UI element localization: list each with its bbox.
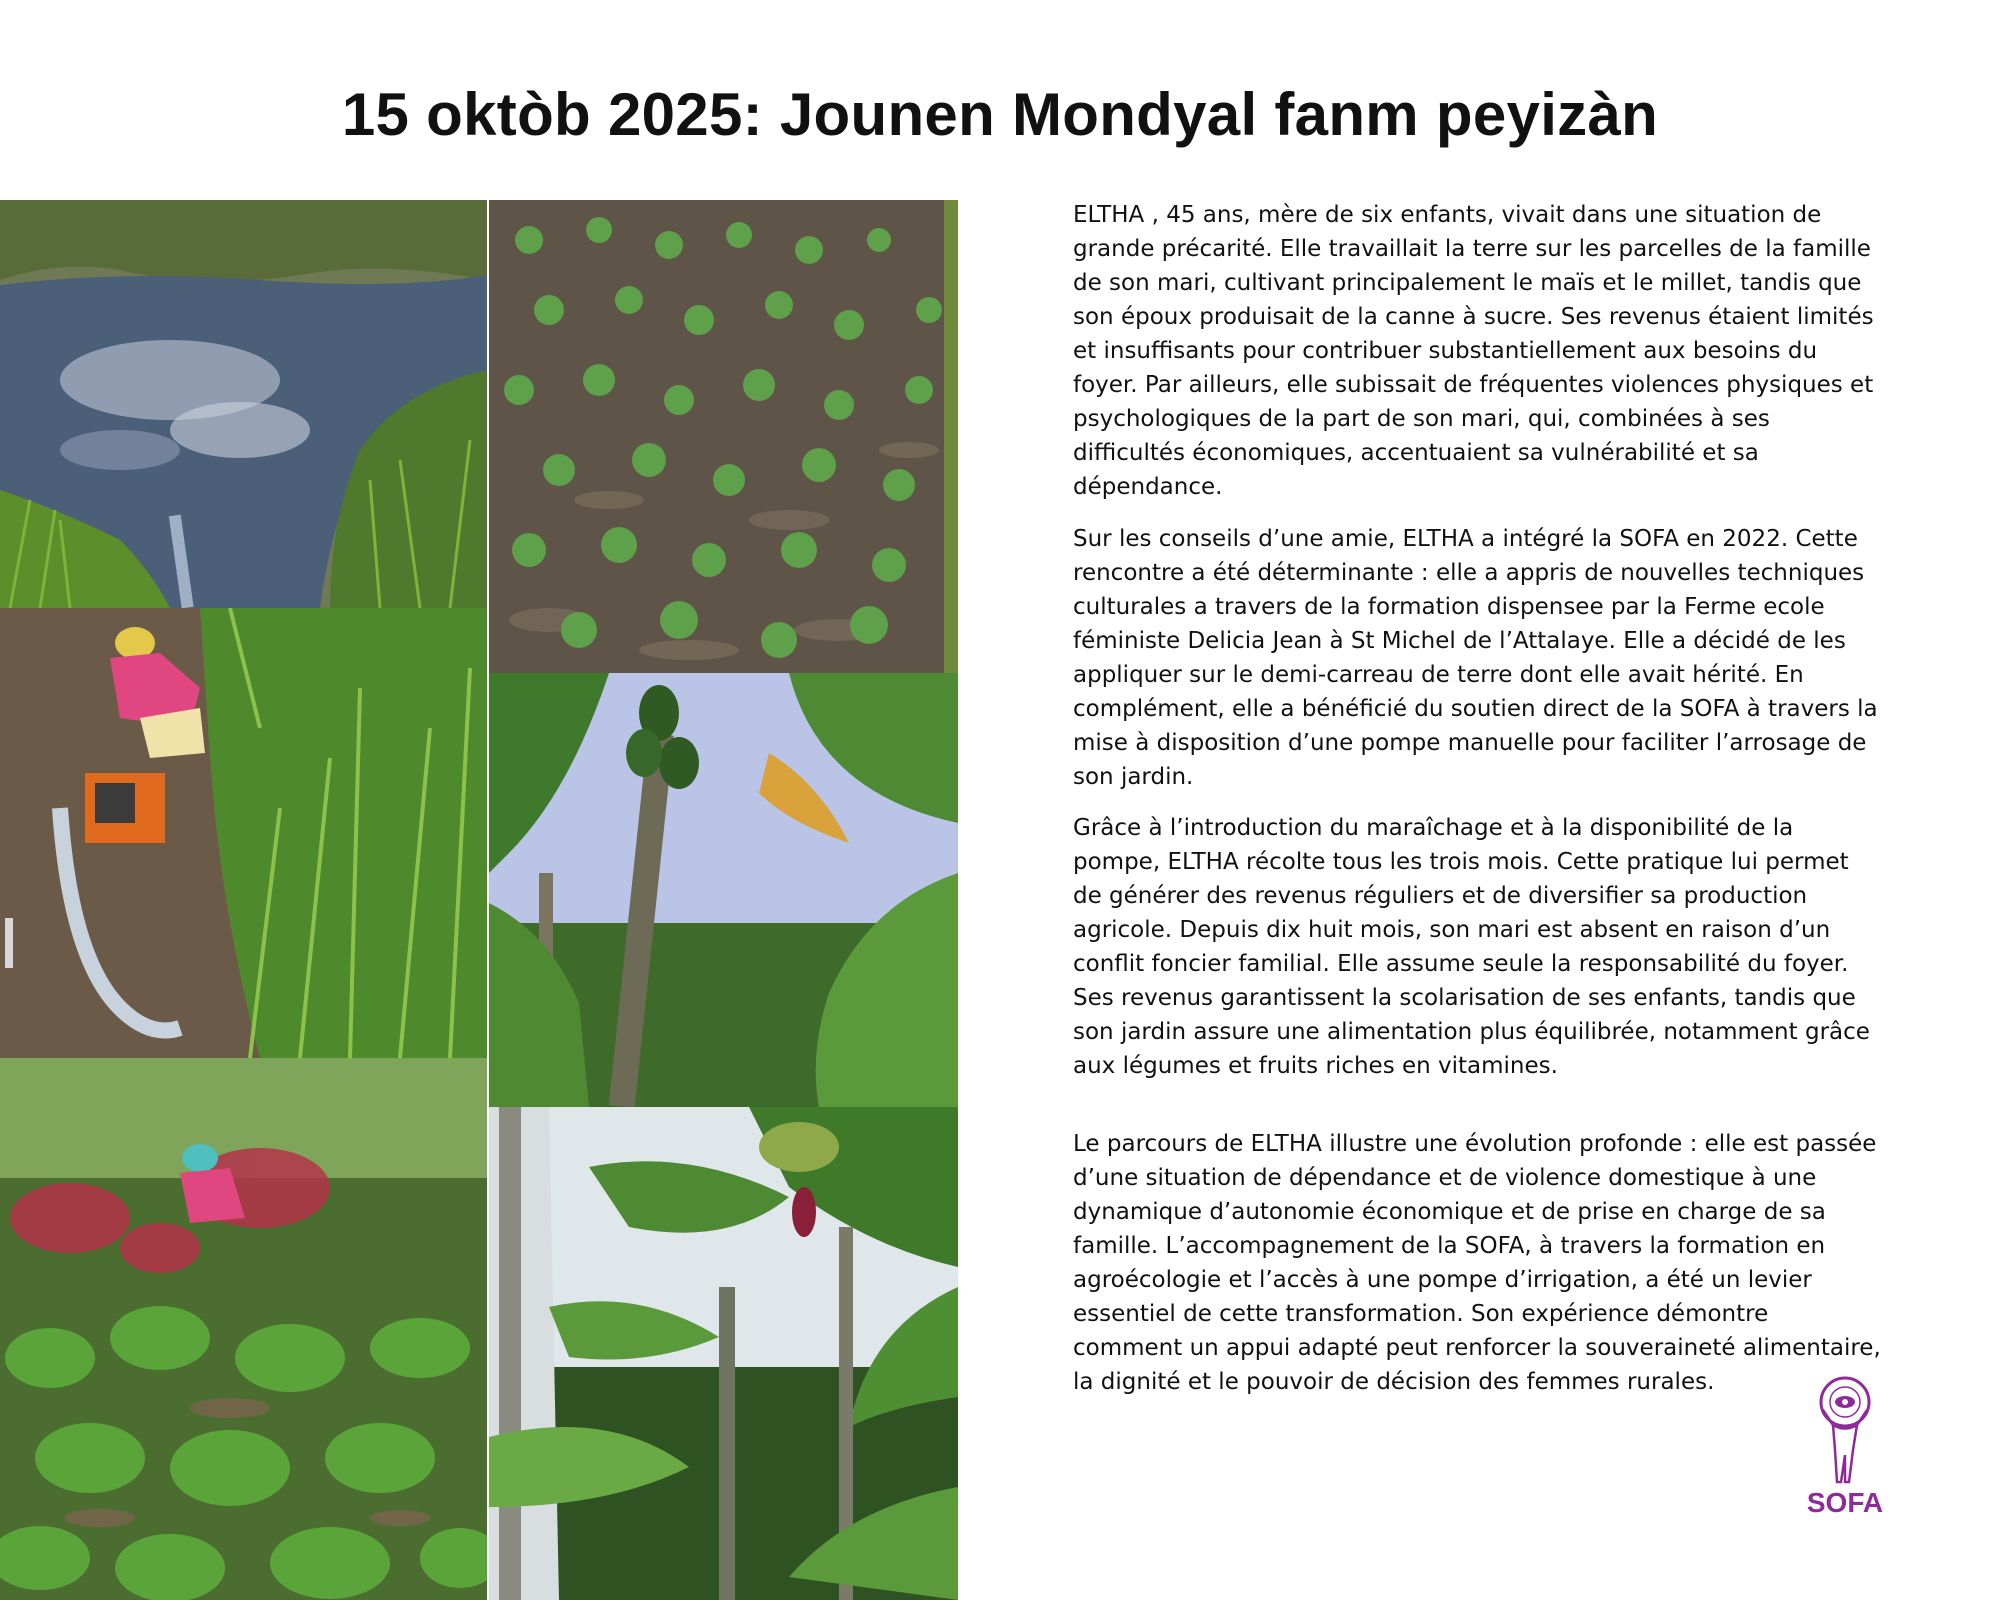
sofa-logo <box>1805 1370 1885 1530</box>
seedlings-field-photo <box>489 200 958 673</box>
page-title: 15 oktòb 2025: Jounen Mondyal fanm peyizàn <box>341 81 1659 148</box>
woman-water-pump-photo <box>0 608 487 1058</box>
paragraph-background: ELTHA , 45 ans, mère de six enfants, vivait dans une situation de grande précarité. Elle travaillait la terre sur les parcelles de la famille de son mari, cultivant principalement le maïs et le millet, tandis que son époux produisait de la canne à sucre. Ses revenus étaient limités et insuffisants pour contribuer substantiellement aux besoins du foyer. Par ailleurs, elle subissait de fréquentes violences physiques et psychologiques de la part de son mari, qui, combinées à ses difficultés économiques, accentuaient sa vulnérabilité et sa dépendance. <box>1073 202 1874 500</box>
woman-in-garden-photo <box>0 1058 487 1600</box>
paragraph-conclusion: Le parcours de ELTHA illustre une évolution profonde : elle est passée d’une situation de dépendance et de violence domestique à une dynamique d’autonomie économique et de prise en charge de sa famille. L’accompagnement de la SOFA, à travers la formation en agroécologie et l’accès à une pompe d’irrigation, a été un levier essentiel de cette transformation. Son expérience démontre comment un appui adapté peut renforcer la souveraineté alimentaire, la dignité et le pouvoir de décision des femmes rurales. <box>1073 1131 1881 1395</box>
paragraph-sofa-joining: Sur les conseils d’une amie, ELTHA a intégré la SOFA en 2022. Cette rencontre a été déterminante : elle a appris de nouvelles techniques culturales a travers de la formation dispensee par la Ferme ecole féministe Delicia Jean à St Michel de l’Attalaye. Elle a décidé de les appliquer sur le demi-carreau de terre dont elle avait hérité. En complément, elle a bénéficié du soutien direct de la SOFA à travers la mise à disposition d’une pompe manuelle pour faciliter l’arrosage de son jardin. <box>1073 526 1878 790</box>
papaya-trees-photo <box>489 673 958 1107</box>
paragraph-results: Grâce à l’introduction du maraîchage et à la disponibilité de la pompe, ELTHA récolte tous les trois mois. Cette pratique lui permet de générer des revenus réguliers et de diversifier sa production agricole. Depuis dix huit mois, son mari est absent en raison d’un conflit foncier familial. Elle assume seule la responsabilité du foyer. Ses revenus garantissent la scolarisation de ses enfants, tandis que son jardin assure une alimentation plus équilibrée, notamment grâce aux légumes et fruits riches en vitamines. <box>1073 815 1870 1079</box>
banana-grove-photo <box>489 1107 958 1600</box>
pond-with-pipe-photo <box>0 200 487 608</box>
sofa-logo-name: SOFA <box>1806 1487 1884 1518</box>
sofa-emblem-icon <box>1805 1370 1885 1485</box>
